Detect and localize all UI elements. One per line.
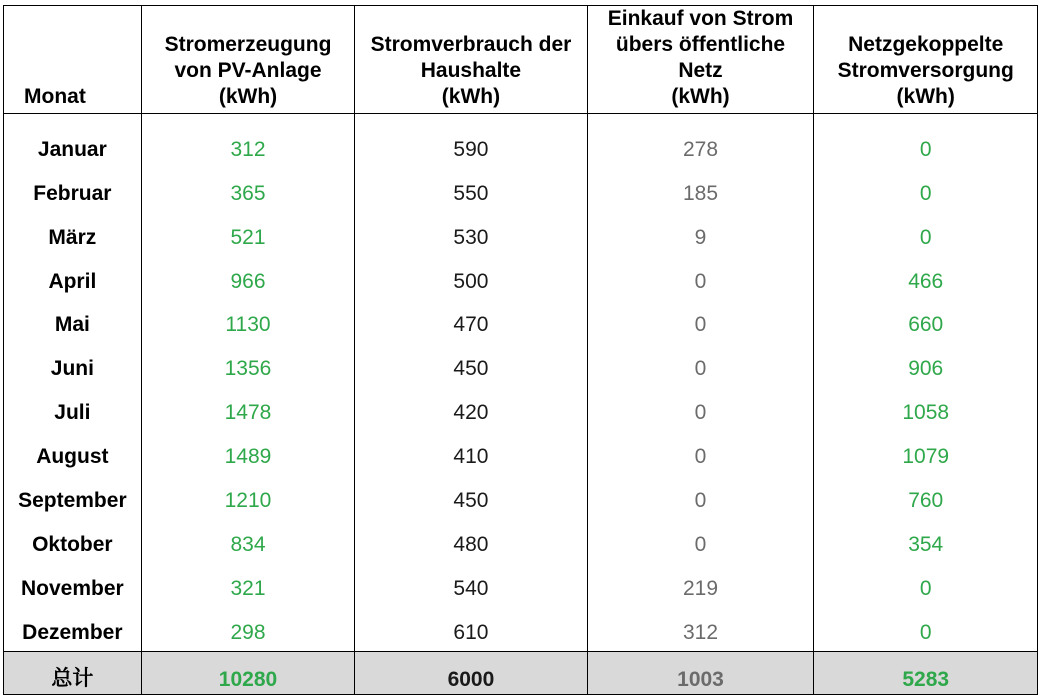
purchase-cell: 0 [587, 427, 814, 471]
table-row [4, 164, 1038, 208]
consumption-cell: 500 [355, 252, 587, 296]
grid-cell: 660 [814, 296, 1038, 340]
purchase-cell: 0 [587, 515, 814, 559]
header-month: Monat [4, 6, 142, 114]
purchase-cell: 0 [587, 383, 814, 427]
total-pv: 10280 [141, 651, 355, 694]
purchase-cell: 0 [587, 252, 814, 296]
grid-cell: 0 [814, 559, 1038, 603]
consumption-cell: 480 [355, 515, 587, 559]
grid-cell: 354 [814, 515, 1038, 559]
table-row [4, 252, 1038, 296]
pv-cell: 521 [141, 208, 355, 252]
purchase-cell: 0 [587, 471, 814, 515]
purchase-cell: 0 [587, 296, 814, 340]
grid-cell: 0 [814, 603, 1038, 651]
grid-cell: 0 [814, 208, 1038, 252]
header-purchase: Einkauf von Strom übers öffentliche Netz (kWh) [587, 6, 814, 114]
consumption-cell: 550 [355, 164, 587, 208]
purchase-cell: 278 [587, 114, 814, 164]
table-row [4, 515, 1038, 559]
header-row [4, 6, 1038, 114]
pv-cell: 365 [141, 164, 355, 208]
table-row [4, 427, 1038, 471]
purchase-cell: 312 [587, 603, 814, 651]
pv-cell: 321 [141, 559, 355, 603]
header-consumption: Stromverbrauch der Haushalte (kWh) [355, 6, 587, 114]
energy-table [3, 5, 1038, 695]
consumption-cell: 540 [355, 559, 587, 603]
pv-cell: 966 [141, 252, 355, 296]
month-cell: Mai [4, 296, 142, 340]
month-cell: September [4, 471, 142, 515]
table-row [4, 383, 1038, 427]
purchase-cell: 185 [587, 164, 814, 208]
pv-cell: 1356 [141, 339, 355, 383]
month-cell: März [4, 208, 142, 252]
total-purchase: 1003 [587, 651, 814, 694]
pv-cell: 1489 [141, 427, 355, 471]
pv-cell: 1210 [141, 471, 355, 515]
consumption-cell: 450 [355, 339, 587, 383]
total-grid: 5283 [814, 651, 1038, 694]
month-cell: Dezember [4, 603, 142, 651]
table-row [4, 471, 1038, 515]
month-cell: Juni [4, 339, 142, 383]
month-cell: Januar [4, 114, 142, 164]
purchase-cell: 219 [587, 559, 814, 603]
month-cell: Juli [4, 383, 142, 427]
purchase-cell: 9 [587, 208, 814, 252]
consumption-cell: 610 [355, 603, 587, 651]
month-cell: August [4, 427, 142, 471]
consumption-cell: 470 [355, 296, 587, 340]
consumption-cell: 450 [355, 471, 587, 515]
table-row [4, 559, 1038, 603]
grid-cell: 0 [814, 164, 1038, 208]
pv-cell: 834 [141, 515, 355, 559]
purchase-cell: 0 [587, 339, 814, 383]
consumption-cell: 530 [355, 208, 587, 252]
total-consumption: 6000 [355, 651, 587, 694]
consumption-cell: 420 [355, 383, 587, 427]
consumption-cell: 410 [355, 427, 587, 471]
total-row [4, 651, 1038, 694]
month-cell: November [4, 559, 142, 603]
grid-cell: 0 [814, 114, 1038, 164]
header-grid: Netzgekoppelte Stromversorgung (kWh) [814, 6, 1038, 114]
grid-cell: 466 [814, 252, 1038, 296]
pv-cell: 312 [141, 114, 355, 164]
pv-cell: 1130 [141, 296, 355, 340]
grid-cell: 906 [814, 339, 1038, 383]
month-cell: April [4, 252, 142, 296]
grid-cell: 1058 [814, 383, 1038, 427]
grid-cell: 760 [814, 471, 1038, 515]
table-row [4, 208, 1038, 252]
total-label: 总计 [4, 651, 142, 694]
pv-cell: 298 [141, 603, 355, 651]
month-cell: Februar [4, 164, 142, 208]
table-row [4, 603, 1038, 651]
table-row [4, 296, 1038, 340]
month-cell: Oktober [4, 515, 142, 559]
pv-cell: 1478 [141, 383, 355, 427]
table-row [4, 114, 1038, 164]
grid-cell: 1079 [814, 427, 1038, 471]
header-pv: Stromerzeugung von PV-Anlage (kWh) [141, 6, 355, 114]
consumption-cell: 590 [355, 114, 587, 164]
table-row [4, 339, 1038, 383]
